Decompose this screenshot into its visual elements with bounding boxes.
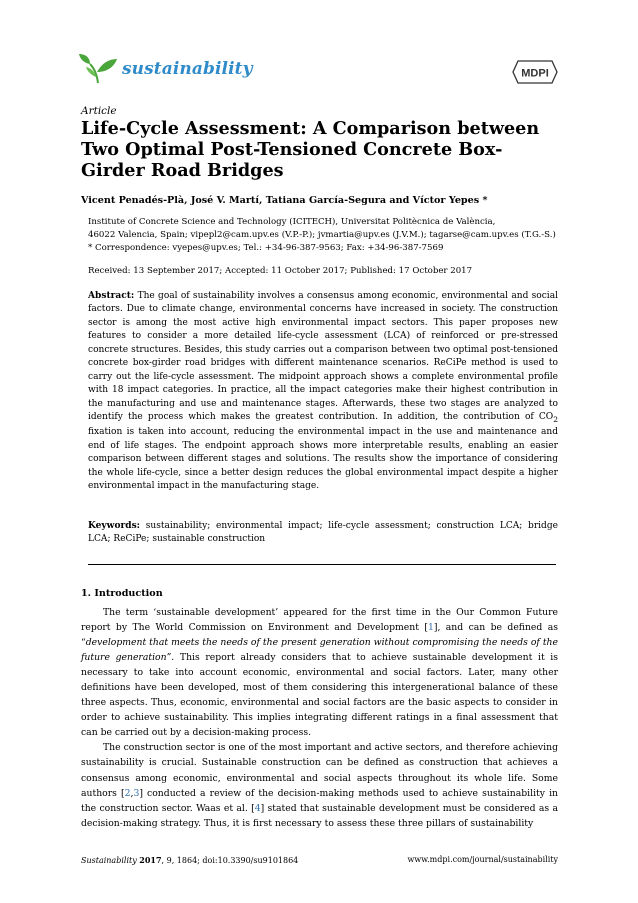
journal-name: sustainability: [122, 59, 253, 79]
journal-logo[interactable]: [78, 52, 253, 86]
footer-citation-rest: , 9, 1864; doi:10.3390/su9101864: [161, 856, 299, 865]
citation-link[interactable]: 1: [427, 622, 434, 634]
section-heading: 1. Introduction: [81, 588, 163, 599]
abstract-text: The goal of sustainability involves a consensus among economic, environmental and social factors. Due to climate change, environmental concerns have increased in society. The construction sector is among the most active high environmental impact sectors. This paper proposes new features to consider a more detailed life-cycle assessment (LCA) of reinforced or pre-stressed concrete structures. Besides, this study carries out a comparison between two optimal post-tensioned concrete box-girder road bridges with different maintenance scenarios. ReCiPe method is used to carry out the life-cycle assessment. The midpoint approach shows a complete environmental profile with 18 impact categories. In practice, all the impact categories make their highest contribution in the manufacturing and use and maintenance stages. Afterwards, these two stages are analyzed to identify the process which makes the greatest contribution. In addition, the contribution of CO: [88, 291, 558, 423]
abstract-text: fixation is taken into account, reducing the environmental impact in the use and maintenance and end of life stages. The endpoint approach shows more interpretable results, enabling an easier comparison between different stages and solutions. The results show the importance of considering the whole life-cycle, since a better design reduces the global environmental impact despite a higher environmental impact in the manufacturing stage.: [88, 427, 558, 492]
abstract-label: Abstract:: [88, 291, 135, 301]
keywords-text: sustainability; environmental impact; life-cycle assessment; construction LCA; bridge LCA; ReCiPe; sustainable construction: [88, 521, 558, 545]
article-title: Life-Cycle Assessment: A Comparison between Two Optimal Post-Tensioned Concrete Box-Girder Road Bridges: [81, 118, 540, 181]
paragraph: The construction sector is one of the most important and active sectors, and therefore achieving sustainability is crucial. Sustainable construction can be defined as construction that achieves a consensus among economic, environmental and social aspects throughout its whole life. Some authors [2,3] conducted a review of the decision-making methods used to achieve sustainability in the construction sector. Waas et al. [4] stated that sustainable development must be considered as a decision-making strategy. Thus, it is first necessary to assess these three pillars of sustainability: [81, 742, 558, 829]
keywords: [88, 520, 558, 547]
citation-link[interactable]: 2: [124, 787, 131, 799]
footer-citation: [81, 855, 298, 865]
affiliation-line: 46022 Valencia, Spain; vipepl2@cam.upv.es (V.P.-P.); jvmartia@upv.es (J.V.M.); tagarse@cam.upv.es (T.G.-S.): [88, 230, 556, 240]
affiliation-block: [88, 216, 558, 255]
mdpi-logo[interactable]: [512, 60, 558, 84]
author-list: Vicent Penadés-Plà, José V. Martí, Tatiana García-Segura and Víctor Yepes *: [81, 195, 488, 206]
correspondence-line: * Correspondence: vyepes@upv.es; Tel.: +34-96-387-9563; Fax: +34-96-387-7569: [88, 243, 444, 253]
keywords-label: Keywords:: [88, 521, 141, 531]
footer-year: 2017: [139, 855, 162, 865]
footer-journal: Sustainability: [81, 856, 137, 865]
affiliation-line: Institute of Concrete Science and Technology (ICITECH), Universitat Politècnica de València,: [88, 217, 496, 227]
citation-link[interactable]: 3: [133, 787, 140, 799]
footer-url[interactable]: www.mdpi.com/journal/sustainability: [407, 855, 558, 864]
section-divider: [88, 564, 556, 565]
publication-dates: Received: 13 September 2017; Accepted: 11 October 2017; Published: 17 October 2017: [88, 266, 473, 276]
paragraph: The term ‘sustainable development’ appeared for the first time in the Our Common Future report by The World Commission on Environment and Development [1], and can be defined as “development that meets the needs of the present generation without compromising the needs of the future generation”. This report already considers that to achieve sustainable development it is necessary to take into account economic, environmental and social factors. Later, many other definitions have been developed, most of them considering this intergenerational balance of these three aspects. Thus, economic, environmental and social factors are the basic aspects to consider in order to achieve sustainability. This implies integrating different ratings in a final assessment that can be carried out by a decision-making process.: [81, 607, 559, 739]
introduction-body: [81, 605, 558, 831]
leaf-icon: [78, 53, 118, 85]
abstract: [88, 290, 558, 494]
citation-link[interactable]: 4: [254, 802, 261, 814]
co2-subscript: 2: [553, 414, 558, 424]
quotation: development that meets the needs of the present generation without compromising the needs of the future generation: [81, 637, 558, 664]
mdpi-text: MDPI: [521, 67, 549, 80]
article-type-label: Article: [81, 105, 117, 117]
